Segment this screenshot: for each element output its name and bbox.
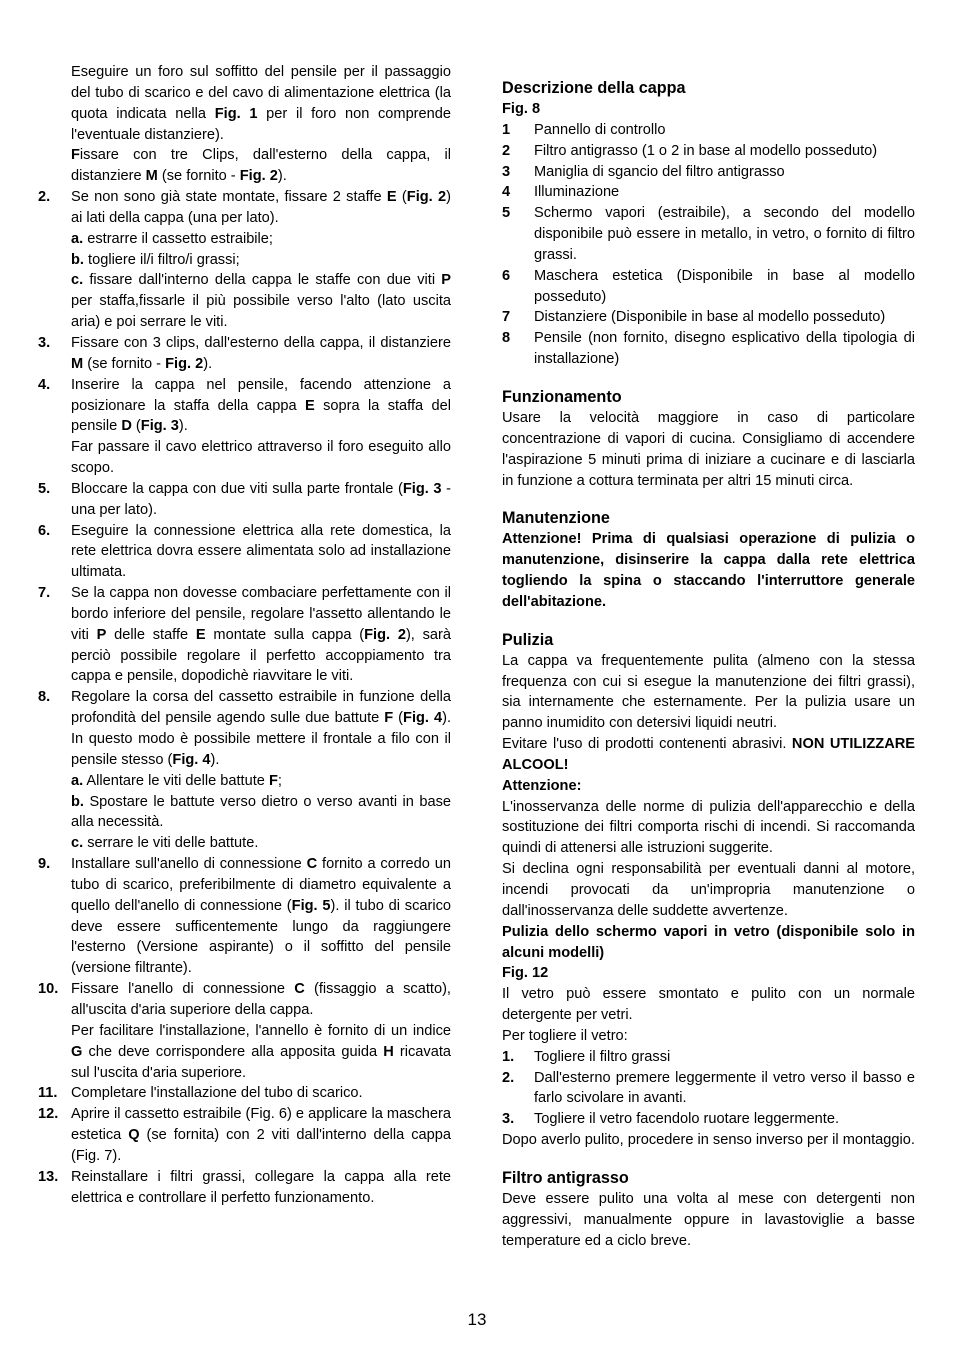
section-title-descrizione: Descrizione della cappa	[502, 79, 686, 97]
pulizia-step-text: Togliere il vetro facendolo ruotare leggermente.	[534, 1111, 840, 1128]
description-item	[502, 120, 915, 141]
step-7: 7. Se la cappa non dovesse combaciare perfettamente con il bordo inferiore del pensile, regolare l'assetto allentando le viti P delle staffe E montate sulla cappa (Fig. 2), sarà perciò possibile regolare il perfetto accoppiamento tra cappa e pensile, dopodichè riavvitare le viti.	[38, 585, 452, 685]
pulizia-step-number: 1.	[502, 1048, 515, 1065]
step-6: 6. Eseguire la connessione elettrica alla rete domestica, la rete elettrica dovra essere alimentata solo ad installazione ultimata.	[38, 522, 451, 581]
pulizia-text-4: Si declina ogni responsabilità per eventuali danni al motore, incendi provocati da un'impropria manutenzione o dall'inosservanza delle suddette avvertenze.	[502, 861, 915, 919]
pulizia-step-text: Togliere il filtro grassi	[534, 1048, 671, 1065]
description-item-number: 7	[502, 309, 511, 326]
description-item-number: 6	[502, 267, 511, 284]
left-column	[38, 62, 451, 1208]
step-5: 5. Bloccare la cappa con due viti sulla parte frontale (Fig. 3 - una per lato).	[38, 480, 452, 518]
step-2: 2. Se non sono già state montate, fissare 2 staffe E (Fig. 2) ai lati della cappa (una per lato). a. estrarre il cassetto estraibile; b. togliere il/i filtro/i grassi; c. fissare dall'interno della cappa le staffe con due viti P per staffa,fissarle il più possibile verso l'alto (lato uscita aria) e poi serrare le viti.	[38, 189, 452, 331]
description-item-text: Maniglia di sgancio del filtro antigrasso	[534, 163, 785, 180]
pulizia-step	[502, 1047, 915, 1068]
description-item	[502, 141, 915, 162]
description-list	[502, 120, 915, 370]
pulizia-text-1: La cappa va frequentemente pulita (almeno con la stessa frequenza con cui si esegue la manutenzione dei filtri grassi), sia internamente che esternamente. Per la pulizia usare un panno inumidito con detersivi liquidi neutri.	[502, 652, 915, 732]
section-title-manutenzione: Manutenzione	[502, 509, 610, 528]
description-item-number: 2	[502, 142, 511, 159]
description-item-number: 4	[502, 184, 511, 201]
intro-paragraph-2: Fissare con tre Clips, dall'esterno della cappa, il distanziere M (se fornito - Fig. 2).	[71, 147, 451, 185]
right-column	[502, 78, 915, 1252]
section-title-filtro: Filtro antigrasso	[502, 1168, 629, 1187]
description-item-text: Schermo vapori (estraibile), a secondo del modello disponibile può essere in metallo, in vetro, o fornito di filtro grassi.	[534, 205, 915, 263]
page-number: 13	[467, 1310, 487, 1329]
intro-paragraph-1: Eseguire un foro sul soffitto del pensile per il passaggio del tubo di scarico e del cavo di alimentazione elettrica (la quota indicata nella Fig. 1 per il foro non comprende l'eventuale distanziere).	[71, 64, 452, 143]
step-4: 4. Inserire la cappa nel pensile, facendo attenzione a posizionare la staffa della cappa E sopra la staffa del pensile D (Fig. 3). Far passare il cavo elettrico attraverso il foro eseguito allo scopo.	[38, 376, 451, 477]
description-item-text: Maschera estetica (Disponibile in base al modello posseduto)	[534, 267, 915, 305]
description-item	[502, 162, 915, 183]
description-item-text: Illuminazione	[534, 184, 620, 201]
section-title-funzionamento: Funzionamento	[502, 387, 622, 406]
pulizia-text-3: L'inosservanza delle norme di pulizia dell'apparecchio e della sostituzione dei filtri comporta rischi di incendi. Si raccomanda quindi di attenersi alle istruzioni suggerite.	[502, 798, 915, 857]
filtro-text: Deve essere pulito una volta al mese con detergenti non aggressivi, manualmente oppure in lavastoviglie a basse temperature ed a ciclo breve.	[502, 1190, 915, 1249]
description-item	[502, 266, 915, 308]
description-item-number: 1	[502, 121, 511, 138]
pulizia-text-2: Evitare l'uso di prodotti contenenti abrasivi. NON UTILIZZARE ALCOOL!	[502, 736, 916, 773]
pulizia-step-number: 3.	[502, 1111, 515, 1128]
pulizia-text-5: Il vetro può essere smontato e pulito con un normale detergente per vetri.	[502, 986, 915, 1024]
description-item	[502, 328, 915, 370]
pulizia-step-text: Dall'esterno premere leggermente il vetro verso il basso e farlo scivolare in avanti.	[534, 1069, 915, 1107]
pulizia-step	[502, 1109, 915, 1130]
description-item-text: Pannello di controllo	[534, 121, 666, 138]
step-12: 12. Aprire il cassetto estraibile (Fig. 6) e applicare la maschera estetica Q (se fornita) con 2 viti dall'interno della cappa (Fig. 7).	[38, 1106, 451, 1164]
step-13: 13. Reinstallare i filtri grassi, collegare la cappa alla rete elettrica e controllare il perfetto funzionamento.	[38, 1168, 451, 1206]
description-item-number: 3	[502, 163, 511, 180]
step-9: 9. Installare sull'anello di connessione C fornito a corredo un tubo di scarico, preferibilmente di diametro equivalente a quello dell'anello di connessione (Fig. 5). il tubo di scarico deve essere sufficentemente lungo da raggiungere l'esterno (Versione aspirante) o il soffitto del pensile (versione filtrante).	[38, 856, 452, 977]
step-11: 11. Completare l'installazione del tubo di scarico.	[38, 1085, 363, 1102]
description-item	[502, 307, 915, 328]
step-10: 10. Fissare l'anello di connessione C (fissaggio a scatto), all'uscita d'aria superiore della cappa. Per facilitare l'installazione, l'annello è fornito di un indice G che deve corrispondere alla apposita guida H ricavata sul l'uscita d'aria superiore.	[38, 981, 452, 1081]
pulizia-text-6: Per togliere il vetro:	[502, 1027, 628, 1044]
pulizia-text-7: Dopo averlo pulito, procedere in senso inverso per il montaggio.	[502, 1132, 915, 1149]
fig-8-label: Fig. 8	[502, 101, 541, 117]
pulizia-attenzione: Attenzione:	[502, 777, 582, 794]
description-item	[502, 203, 915, 266]
description-item-number: 5	[502, 205, 511, 222]
pulizia-subtitle: Pulizia dello schermo vapori in vetro (disponibile solo in alcuni modelli)	[502, 923, 915, 961]
step-3: 3. Fissare con 3 clips, dall'esterno della cappa, il distanziere M (se fornito - Fig. 2).	[38, 334, 451, 372]
pulizia-steps-list	[502, 1047, 915, 1130]
description-item-number: 8	[502, 330, 511, 347]
fig-12-label: Fig. 12	[502, 965, 549, 982]
description-item-text: Pensile (non fornito, disegno esplicativo della tipologia di installazione)	[534, 330, 915, 368]
pulizia-step-number: 2.	[502, 1069, 515, 1086]
manutenzione-warning: Attenzione! Prima di qualsiasi operazione di pulizia o manutenzione, disinserire la cappa dalla rete elettrica togliendo la spina o staccando l'interruttore generale dell'abitazione.	[502, 531, 915, 610]
funzionamento-text: Usare la velocità maggiore in caso di particolare concentrazione di vapori di cucina. Consigliamo di accendere l'aspirazione 5 minuti prima di iniziare a cucinare e di lasciarla in funzione a cottura terminata per altri 15 minuti circa.	[502, 409, 915, 489]
step-8: 8. Regolare la corsa del cassetto estraibile in funzione della profondità del pensile agendo sulle due battute F (Fig. 4). In questo modo è possibile mettere il frontale a filo con il pensile stesso (Fig. 4). a. Allentare le viti delle battute F; b. Spostare le battute verso dietro o verso avanti in base alla necessità. c. serrare le viti delle battute.	[38, 689, 451, 852]
section-title-pulizia: Pulizia	[502, 630, 554, 649]
description-item-text: Filtro antigrasso (1 o 2 in base al modello posseduto)	[534, 142, 878, 159]
description-item	[502, 182, 915, 203]
description-item-text: Distanziere (Disponibile in base al modello posseduto)	[534, 309, 886, 326]
pulizia-step	[502, 1068, 915, 1110]
